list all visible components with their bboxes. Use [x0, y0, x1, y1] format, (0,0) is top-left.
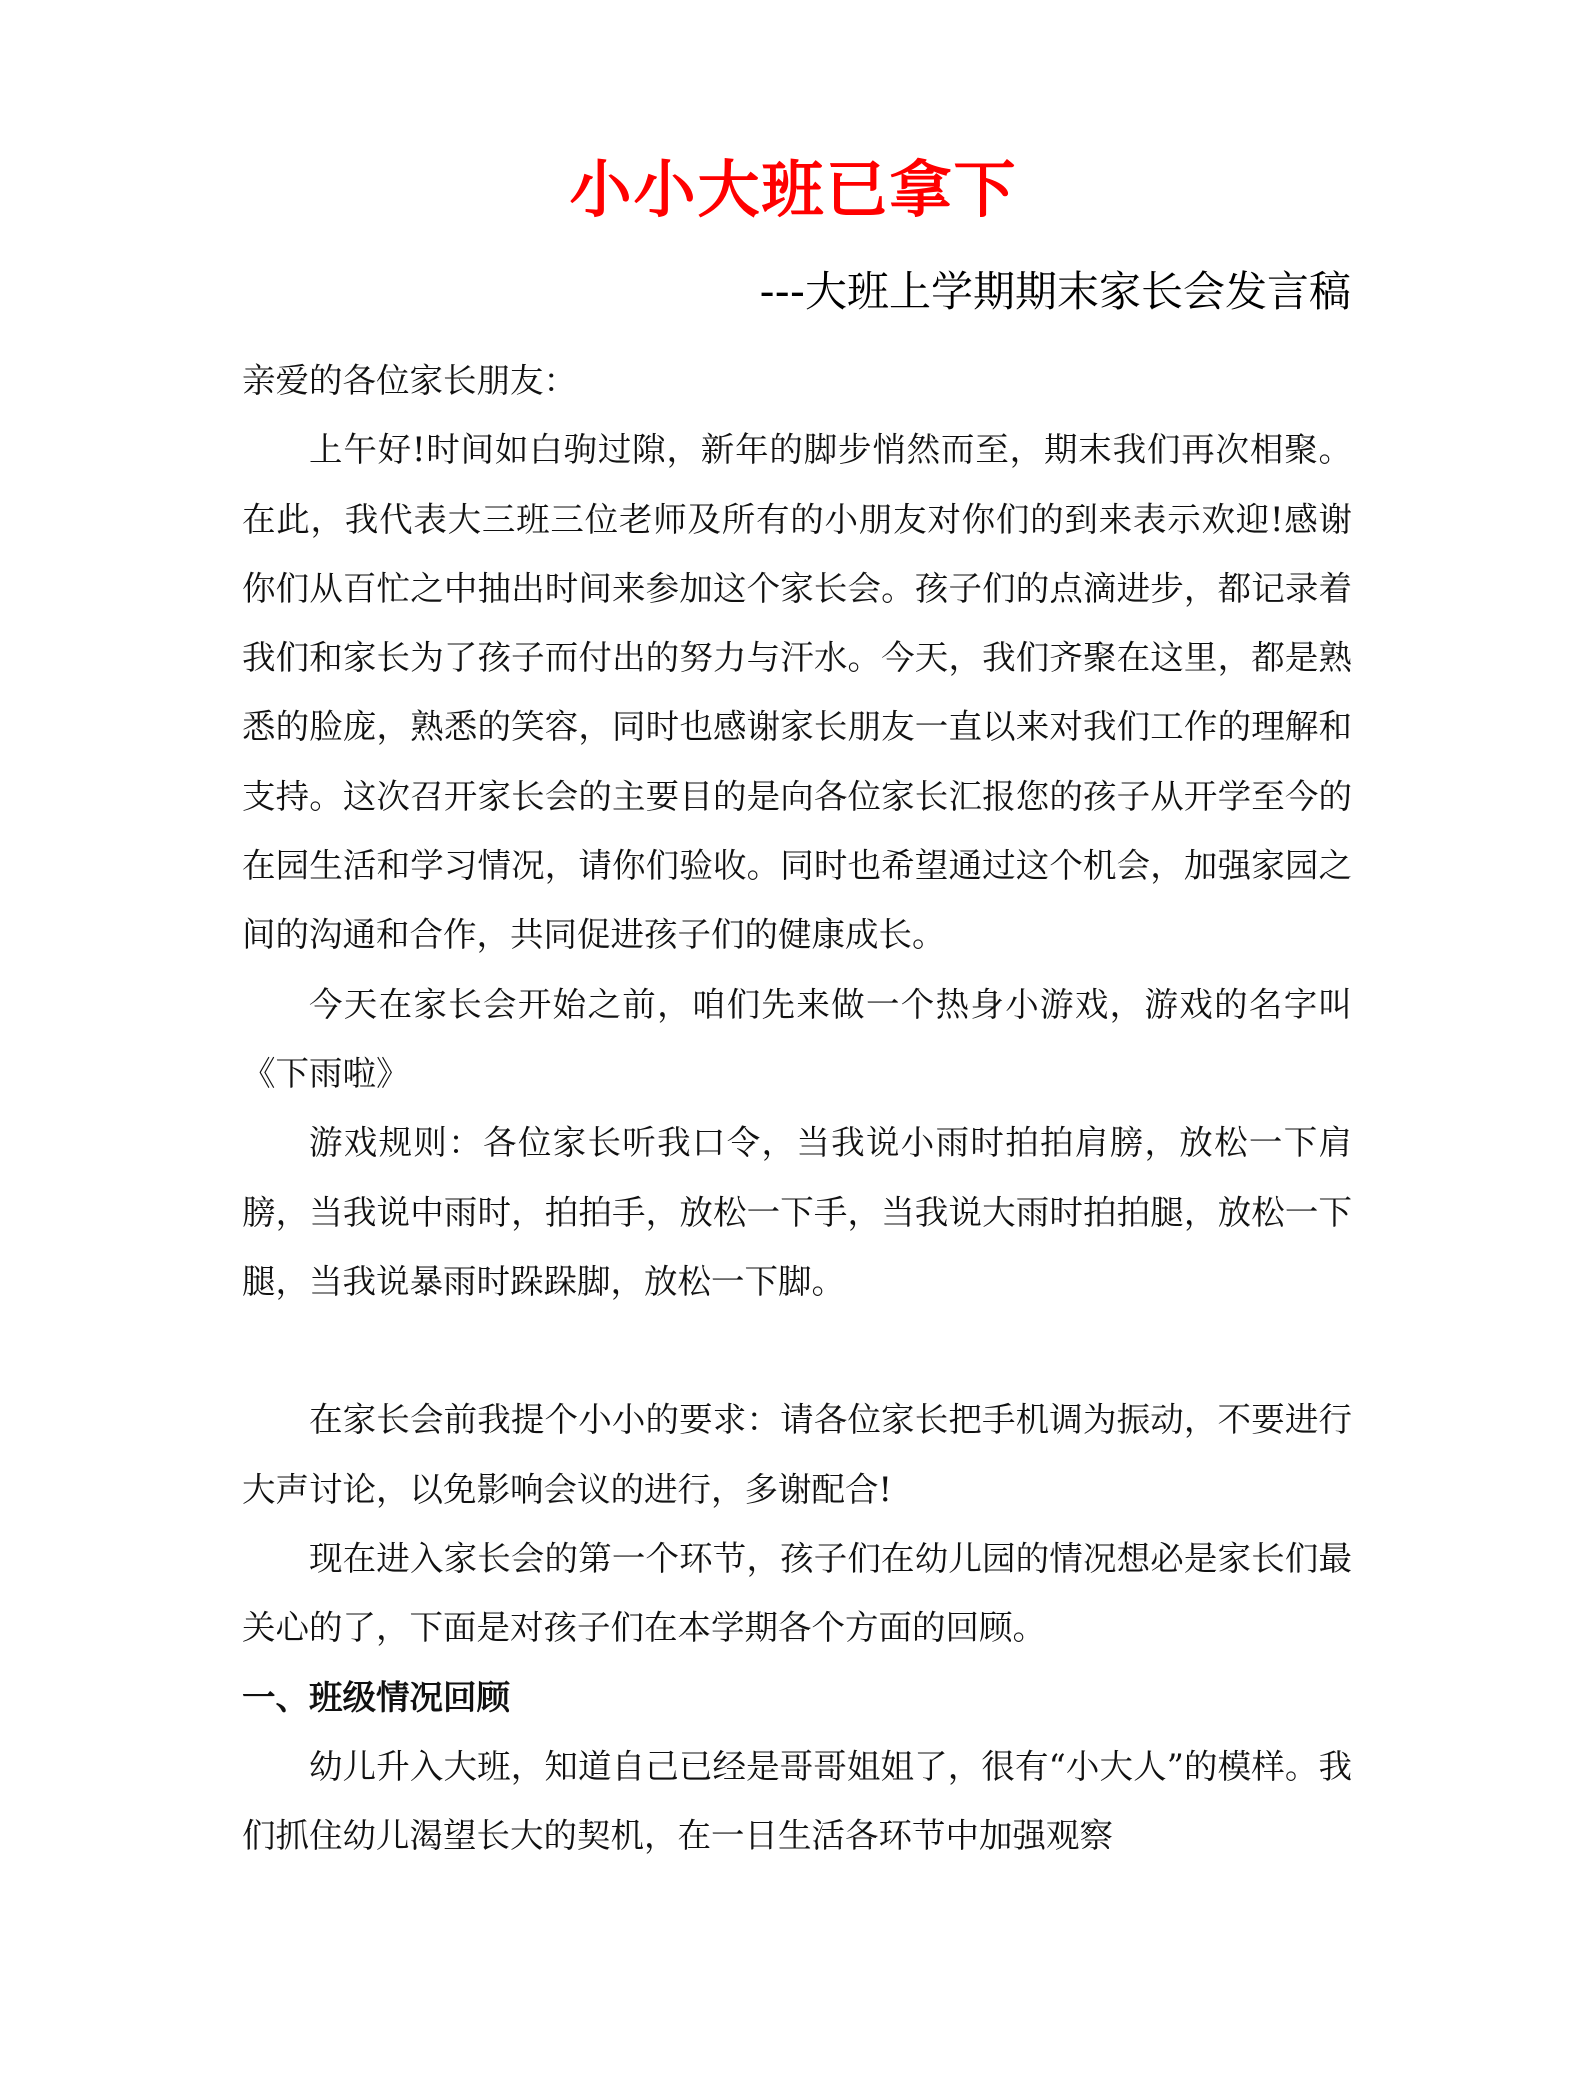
salutation: 亲爱的各位家长朋友：: [242, 361, 577, 400]
paragraph-game-rules: 游戏规则：各位家长听我口令，当我说小雨时拍拍肩膀，放松一下肩膀，当我说中雨时，拍拍手，放松一下手，当我说大雨时拍拍腿，放松一下腿，当我说暴雨时跺跺脚，放松一下脚。: [242, 1123, 1352, 1301]
blank-line: [242, 1316, 1352, 1385]
document-subtitle: ---大班上学期期末家长会发言稿: [759, 267, 1351, 316]
paragraph-phone-request: 在家长会前我提个小小的要求：请各位家长把手机调为振动，不要进行大声讨论，以免影响会议的进行，多谢配合!: [242, 1400, 1352, 1509]
paragraph-class-review: 幼儿升入大班，知道自己已经是哥哥姐姐了，很有“小大人”的模样。我们抓住幼儿渴望长大的契机，在一日生活各环节中加强观察: [242, 1746, 1352, 1856]
paragraph-warmup-game: 今天在家长会开始之前，咱们先来做一个热身小游戏，游戏的名字叫《下雨啦》: [242, 984, 1352, 1093]
paragraph-welcome: 上午好!时间如白驹过隙，新年的脚步悄然而至，期末我们再次相聚。在此，我代表大三班三位老师及所有的小朋友对你们的到来表示欢迎!感谢你们从百忙之中抽出时间来参加这个家长会。孩子们的点滴进步，都记录着我们和家长为了孩子而付出的努力与汗水。今天，我们齐聚在这里，都是熟悉的脸庞，熟悉的笑容，同时也感谢家长朋友一直以来对我们工作的理解和支持。这次召开家长会的主要目的是向各位家长汇报您的孩子从开学至今的在园生活和学习情况，请你们验收。同时也希望通过这个机会，加强家园之间的沟通和合作，共同促进孩子们的健康成长。: [242, 430, 1352, 955]
document-title: 小小大班已拿下: [569, 153, 1018, 226]
section-heading: 一、班级情况回顾: [242, 1677, 510, 1717]
document-body: [242, 346, 1352, 1871]
paragraph-first-session: 现在进入家长会的第一个环节，孩子们在幼儿园的情况想必是家长们最关心的了，下面是对孩子们在本学期各个方面的回顾。: [242, 1539, 1352, 1648]
